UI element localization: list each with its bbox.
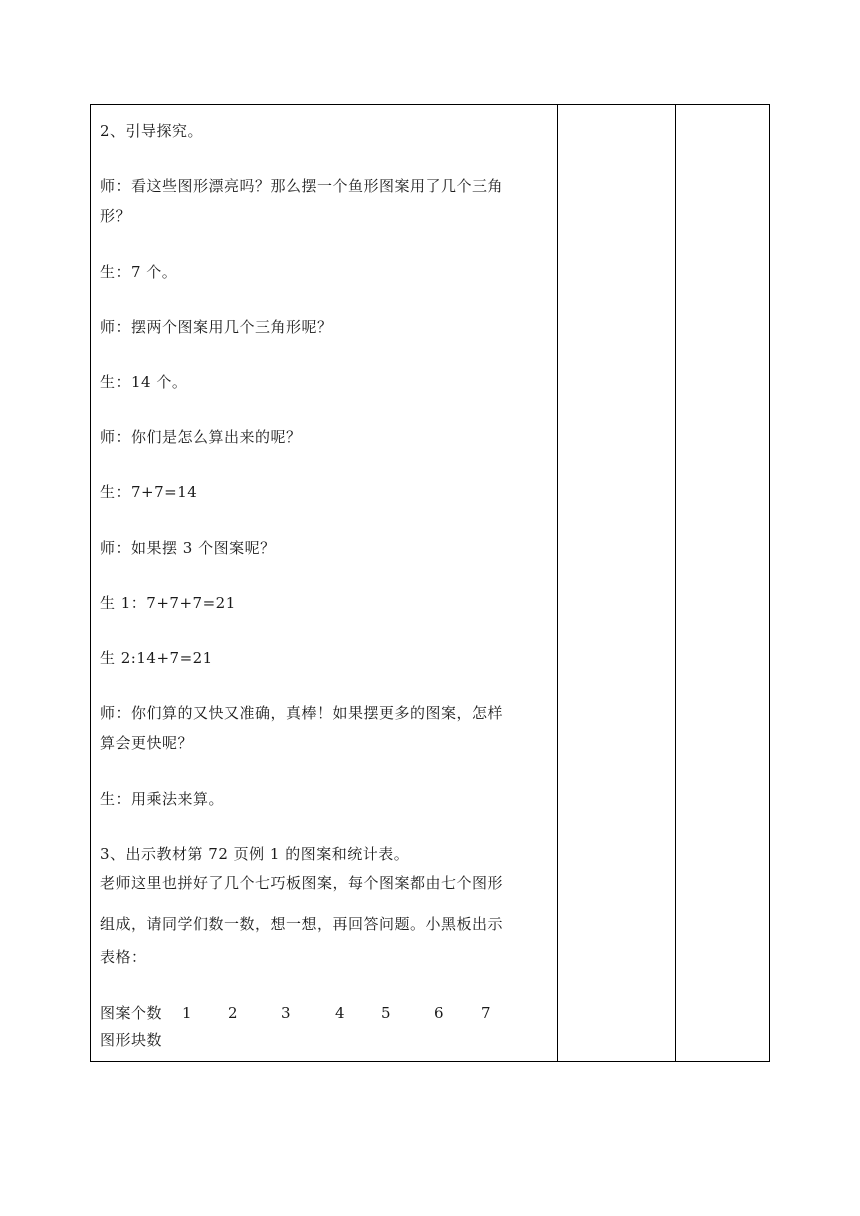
- text-line: 生：7 个。: [100, 263, 178, 281]
- text-line: 生 1：7+7+7=21: [100, 594, 236, 612]
- count-cell: 6: [434, 1004, 445, 1022]
- text-line: 老师这里也拼好了几个七巧板图案，每个图案都由七个图形: [100, 874, 504, 892]
- text-line: 生：7+7=14: [100, 483, 198, 501]
- text-line: 师：看这些图形漂亮吗？那么摆一个鱼形图案用了几个三角: [100, 177, 504, 195]
- text-line: 师：摆两个图案用几个三角形呢？: [100, 318, 333, 336]
- text-line: 表格：: [100, 948, 147, 966]
- text-line: 生 2:14+7=21: [100, 649, 213, 667]
- text-line: 形？: [100, 207, 132, 225]
- lesson-plan-table: [90, 104, 770, 1062]
- text-line: 生：14 个。: [100, 373, 188, 391]
- text-line: 3、出示教材第 72 页例 1 的图案和统计表。: [100, 845, 410, 863]
- text-line: 师：如果摆 3 个图案呢？: [100, 539, 276, 557]
- count-cell: 7: [481, 1004, 492, 1022]
- row-label: 图形块数: [100, 1031, 163, 1049]
- text-line: 算会更快呢？: [100, 734, 194, 752]
- count-cell: 3: [281, 1004, 292, 1022]
- count-cell: 1: [182, 1004, 193, 1022]
- text-line: 师：你们是怎么算出来的呢？: [100, 428, 302, 446]
- text-line: 2、引导探究。: [100, 122, 204, 140]
- text-line: 组成，请同学们数一数，想一想，再回答问题。小黑板出示: [100, 915, 504, 933]
- count-cell: 2: [228, 1004, 239, 1022]
- column-divider: [557, 105, 558, 1061]
- count-cell: 5: [381, 1004, 392, 1022]
- column-divider: [675, 105, 676, 1061]
- text-line: 生：用乘法来算。: [100, 790, 225, 808]
- teaching-process-cell: [91, 105, 557, 1061]
- count-cell: 4: [335, 1004, 346, 1022]
- text-line: 师：你们算的又快又准确，真棒！如果摆更多的图案，怎样: [100, 704, 504, 722]
- pattern-count-row: [100, 1003, 540, 1023]
- row-label: 图案个数: [100, 1004, 163, 1022]
